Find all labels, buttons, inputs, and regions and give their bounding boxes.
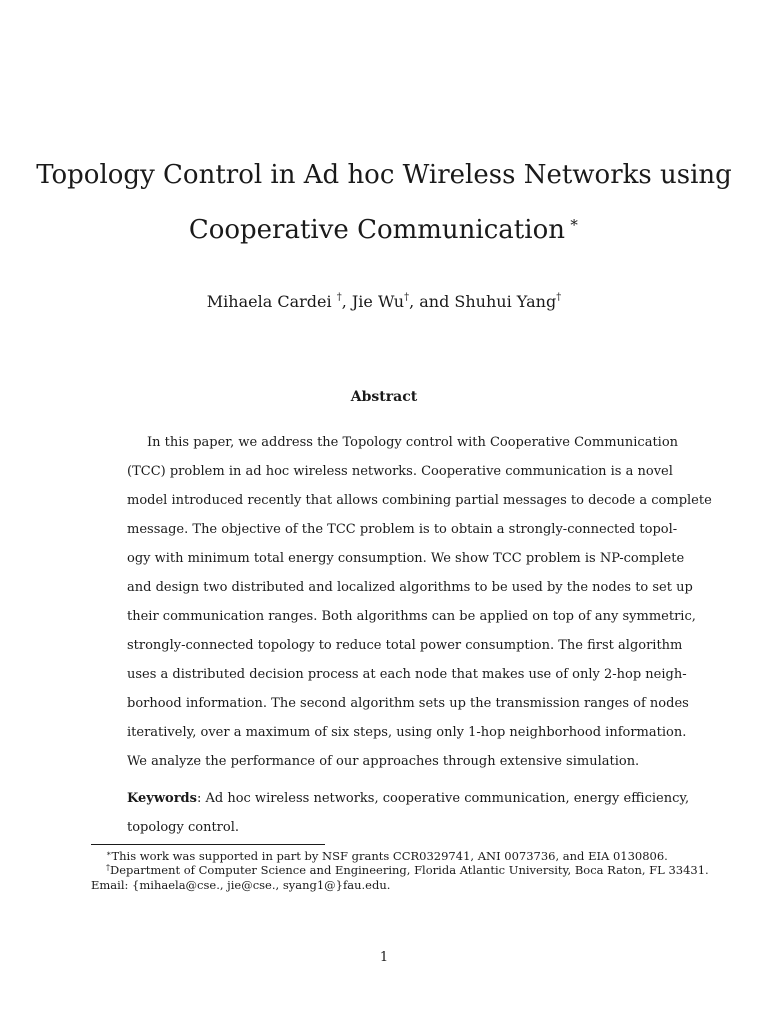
paper-title-line-1: Topology Control in Ad hoc Wireless Networks using [36, 160, 732, 190]
footnote-marker: ∗ [106, 849, 112, 858]
abstract-line: ogy with minimum total energy consumption. We show TCC problem is NP-complete [127, 551, 685, 566]
keywords-text: : Ad hoc wireless networks, cooperative communication, energy efficiency, [196, 791, 690, 806]
abstract-line: model introduced recently that allows combining partial messages to decode a complete [127, 493, 712, 508]
author-name: Mihaela Cardei [206, 292, 332, 311]
footnote-funding [106, 851, 668, 863]
abstract-heading: Abstract [350, 389, 418, 405]
abstract-line: message. The objective of the TCC problem is to obtain a strongly-connected topol- [127, 522, 678, 537]
keywords-line [127, 791, 690, 806]
footnote-text: Department of Computer Science and Engineering, Florida Atlantic University, Boca Raton, FL 33431. [110, 863, 709, 877]
footnote-text: This work was supported in part by NSF grants CCR0329741, ANI 0073736, and EIA 0130806. [111, 849, 668, 863]
abstract-line: uses a distributed decision process at each node that makes use of only 2-hop neigh- [127, 667, 687, 682]
title-footnote-marker: ∗ [568, 213, 580, 231]
author-list [0, 292, 768, 311]
abstract-line: strongly-connected topology to reduce total power consumption. The first algorithm [127, 638, 683, 653]
author-affiliation-marker: † [336, 292, 342, 303]
abstract-line: borhood information. The second algorithm sets up the transmission ranges of nodes [127, 696, 689, 711]
author-affiliation-marker: † [556, 292, 562, 303]
author-separator: , [341, 292, 352, 311]
footnote-rule [91, 844, 325, 845]
footnote-marker: † [106, 863, 110, 872]
author-affiliation-marker: † [404, 292, 410, 303]
abstract-line: (TCC) problem in ad hoc wireless networks. Cooperative communication is a novel [127, 464, 673, 479]
paper-title-line-2 [0, 215, 768, 243]
page-number: 1 [379, 950, 389, 965]
keywords-label: Keywords [127, 791, 197, 806]
footnote-email: Email: {mihaela@cse., jie@cse., syang1@}fau.edu. [91, 878, 391, 892]
author-name: Jie Wu [351, 292, 405, 311]
abstract-line: iteratively, over a maximum of six steps, using only 1-hop neighborhood information. [127, 725, 687, 740]
abstract-line: We analyze the performance of our approaches through extensive simulation. [127, 754, 640, 769]
abstract-line: their communication ranges. Both algorithms can be applied on top of any symmetric, [127, 609, 696, 624]
abstract-line: and design two distributed and localized algorithms to be used by the nodes to set up [127, 580, 693, 595]
abstract-line: In this paper, we address the Topology control with Cooperative Communication [147, 435, 679, 450]
footnote-affiliation [106, 865, 709, 877]
paper-title-text: Cooperative Communication [188, 215, 565, 245]
author-name: Shuhui Yang [454, 292, 557, 311]
keywords-line: topology control. [127, 820, 240, 835]
author-separator: , and [409, 292, 455, 311]
